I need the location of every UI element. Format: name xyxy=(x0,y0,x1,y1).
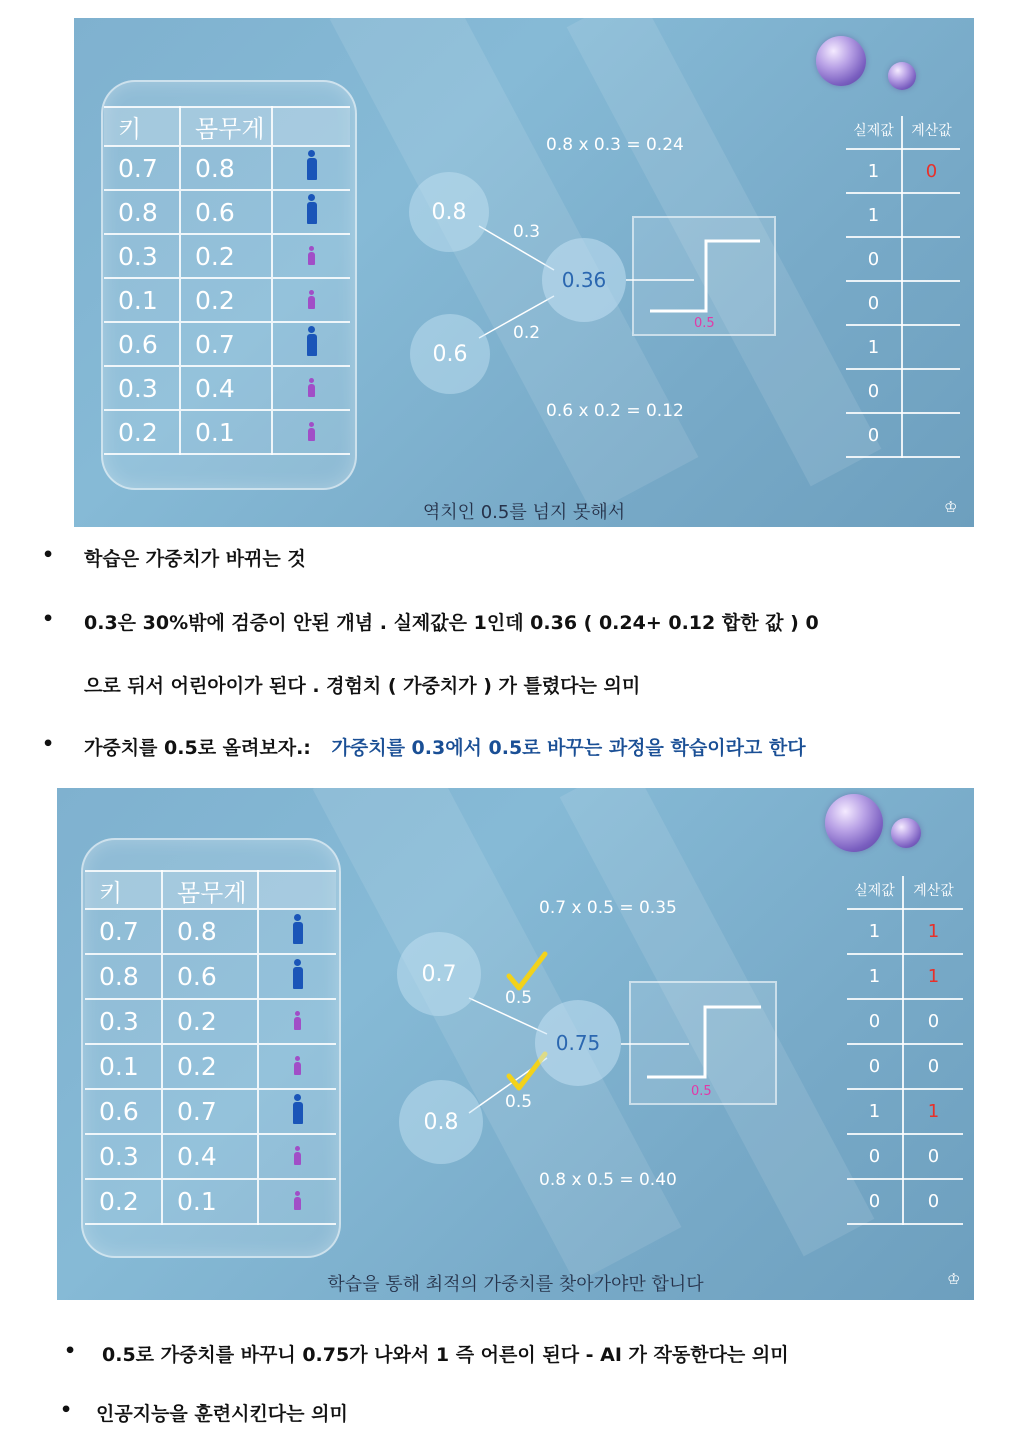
actual-value-cell: 1 xyxy=(846,193,902,237)
computed-value-cell: 0 xyxy=(902,149,960,193)
weight-cell: 0.2 xyxy=(162,1044,258,1089)
computed-value-cell: 1 xyxy=(903,1089,963,1134)
actual-value-cell: 0 xyxy=(846,237,902,281)
height-cell: 0.6 xyxy=(104,322,180,366)
weight-cell: 0.1 xyxy=(180,410,272,454)
height-cell: 0.8 xyxy=(85,954,162,999)
formula-bottom: 0.8 x 0.5 = 0.40 xyxy=(539,1170,677,1190)
computed-value-cell: 1 xyxy=(903,909,963,954)
height-cell: 0.2 xyxy=(104,410,180,454)
results-table xyxy=(847,876,963,1225)
note-ai-works: 0.5로 가중치를 바꾸니 0.75가 나와서 1 즉 어른이 된다 - AI 가 작동한다는 의미 xyxy=(102,1344,789,1366)
height-cell: 0.6 xyxy=(85,1089,162,1134)
actual-value-cell: 1 xyxy=(846,149,902,193)
input-node-top: 0.7 xyxy=(397,932,481,1016)
result-row xyxy=(847,954,963,999)
bullet-dot: • xyxy=(60,1399,73,1421)
weight-label-top: 0.5 xyxy=(505,988,533,1008)
column-header-computed: 계산값 xyxy=(902,116,960,149)
input-node-bottom: 0.8 xyxy=(399,1080,483,1164)
result-row xyxy=(847,1044,963,1089)
height-cell: 0.8 xyxy=(104,190,180,234)
actual-value-cell: 0 xyxy=(847,1134,903,1179)
result-row xyxy=(846,413,960,457)
height-cell: 0.1 xyxy=(85,1044,162,1089)
weight-cell: 0.7 xyxy=(162,1089,258,1134)
sum-node: 0.75 xyxy=(535,1000,621,1086)
note-weight-explanation-line2: 으로 뒤서 어린아이가 된다 . 경험치 ( 가중치가 ) 가 틀렸다는 의미 xyxy=(84,675,641,697)
threshold-label: 0.5 xyxy=(691,1084,712,1099)
slide-caption: 학습을 통해 최적의 가중치를 찾아가야만 합니다 xyxy=(327,1274,704,1295)
weight-cell: 0.8 xyxy=(162,909,258,954)
height-cell: 0.7 xyxy=(104,146,180,190)
column-header-height: 키 xyxy=(85,871,162,909)
height-cell: 0.3 xyxy=(85,999,162,1044)
channel-logo-icon: ♔ xyxy=(944,498,958,516)
column-header-weight: 몸무게 xyxy=(180,107,272,146)
actual-value-cell: 1 xyxy=(846,325,902,369)
column-header-actual: 실제값 xyxy=(847,876,903,909)
actual-value-cell: 0 xyxy=(847,1044,903,1089)
weight-cell: 0.2 xyxy=(180,234,272,278)
note-learning-definition: 학습은 가중치가 바뀌는 것 xyxy=(84,548,306,570)
computed-value-cell xyxy=(902,413,960,457)
checkmark-icon xyxy=(509,954,545,988)
bullet-dot: • xyxy=(42,544,55,566)
column-header-weight: 몸무게 xyxy=(162,871,258,909)
weight-cell: 0.4 xyxy=(180,366,272,410)
actual-value-cell: 0 xyxy=(846,369,902,413)
actual-value-cell: 0 xyxy=(847,999,903,1044)
network-connections xyxy=(57,788,974,1300)
weight-cell: 0.6 xyxy=(180,190,272,234)
note-raise-weight-highlight: 가중치를 0.3에서 0.5로 바꾸는 과정을 학습이라고 한다 xyxy=(331,737,806,759)
height-cell: 0.7 xyxy=(85,909,162,954)
actual-value-cell: 0 xyxy=(847,1179,903,1224)
weight-label-top: 0.3 xyxy=(513,222,541,242)
note-raise-weight-prefix: 가중치를 0.5로 올려보자.: xyxy=(84,737,311,759)
result-row xyxy=(847,1179,963,1224)
slide-caption: 역치인 0.5를 넘지 못해서 xyxy=(422,502,626,523)
result-row xyxy=(846,149,960,193)
weight-cell: 0.1 xyxy=(162,1179,258,1224)
step-function-line xyxy=(650,241,760,311)
lecture-slide-2 xyxy=(57,788,974,1300)
formula-top: 0.7 x 0.5 = 0.35 xyxy=(539,898,677,918)
weight-cell: 0.7 xyxy=(180,322,272,366)
result-row xyxy=(847,1089,963,1134)
result-row xyxy=(847,909,963,954)
result-row xyxy=(846,281,960,325)
sum-node: 0.36 xyxy=(542,238,626,322)
actual-value-cell: 1 xyxy=(847,909,903,954)
weight-cell: 0.4 xyxy=(162,1134,258,1179)
height-cell: 0.3 xyxy=(85,1134,162,1179)
threshold-label: 0.5 xyxy=(694,316,715,331)
formula-top: 0.8 x 0.3 = 0.24 xyxy=(546,135,684,155)
actual-value-cell: 0 xyxy=(846,281,902,325)
column-header-height: 키 xyxy=(104,107,180,146)
computed-value-cell: 0 xyxy=(903,1179,963,1224)
input-node-bottom: 0.6 xyxy=(410,314,490,394)
computed-value-cell xyxy=(902,193,960,237)
weight-cell: 0.2 xyxy=(162,999,258,1044)
result-row xyxy=(847,999,963,1044)
bullet-dot: • xyxy=(42,733,55,755)
weight-cell: 0.8 xyxy=(180,146,272,190)
computed-value-cell: 0 xyxy=(903,1134,963,1179)
bullet-dot: • xyxy=(42,608,55,630)
weight-cell: 0.6 xyxy=(162,954,258,999)
height-cell: 0.3 xyxy=(104,366,180,410)
computed-value-cell: 0 xyxy=(903,999,963,1044)
network-connections xyxy=(74,18,974,527)
column-header-actual: 실제값 xyxy=(846,116,902,149)
step-function-line xyxy=(647,1007,761,1077)
height-cell: 0.3 xyxy=(104,234,180,278)
weight-label-bottom: 0.2 xyxy=(513,323,541,343)
result-row xyxy=(847,1134,963,1179)
height-cell: 0.2 xyxy=(85,1179,162,1224)
column-header-computed: 계산값 xyxy=(903,876,963,909)
result-row xyxy=(846,369,960,413)
actual-value-cell: 1 xyxy=(847,1089,903,1134)
computed-value-cell xyxy=(902,369,960,413)
note-weight-explanation-line1: 0.3은 30%밖에 검증이 안된 개념 . 실제값은 1인데 0.36 ( 0.24+ 0.12 합한 값 ) 0 xyxy=(84,612,819,634)
computed-value-cell xyxy=(902,237,960,281)
weight-cell: 0.2 xyxy=(180,278,272,322)
result-row xyxy=(846,325,960,369)
lecture-slide-1 xyxy=(74,18,974,527)
results-table xyxy=(846,116,960,458)
note-raise-weight xyxy=(84,733,806,760)
computed-value-cell xyxy=(902,325,960,369)
result-row xyxy=(846,193,960,237)
bullet-dot: • xyxy=(64,1340,77,1362)
computed-value-cell: 0 xyxy=(903,1044,963,1089)
input-node-top: 0.8 xyxy=(409,172,489,252)
note-training: 인공지능을 훈련시킨다는 의미 xyxy=(96,1403,348,1425)
computed-value-cell: 1 xyxy=(903,954,963,999)
channel-logo-icon: ♔ xyxy=(947,1270,961,1288)
actual-value-cell: 0 xyxy=(846,413,902,457)
formula-bottom: 0.6 x 0.2 = 0.12 xyxy=(546,401,684,421)
height-cell: 0.1 xyxy=(104,278,180,322)
actual-value-cell: 1 xyxy=(847,954,903,999)
weight-label-bottom: 0.5 xyxy=(505,1092,533,1112)
result-row xyxy=(846,237,960,281)
computed-value-cell xyxy=(902,281,960,325)
